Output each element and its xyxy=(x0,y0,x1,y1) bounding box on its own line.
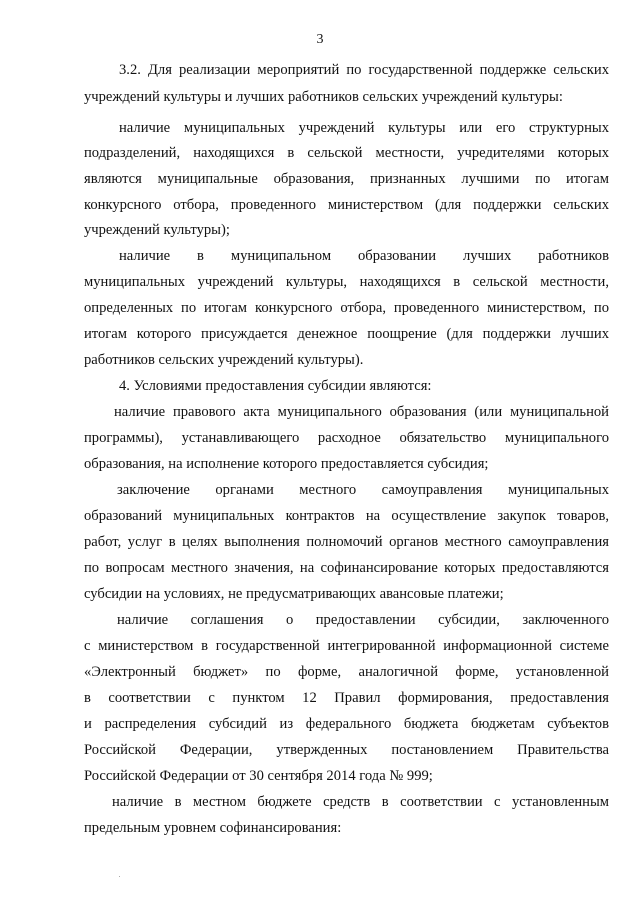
text-line: программы), устанавливающего расходное обязательство муниципального xyxy=(84,430,609,446)
text-line: определенных по итогам конкурсного отбора, проведенного министерством, по xyxy=(84,300,609,316)
page-number: 3 xyxy=(316,32,324,47)
text-line: работников сельских учреждений культуры). xyxy=(84,352,364,368)
text-line: образования, на исполнение которого предоставляется субсидия; xyxy=(84,456,489,472)
text-line: субсидии на условиях, не предусматривающих авансовые платежи; xyxy=(84,586,504,602)
text-line: итогам которого присуждается денежное поощрение (для поддержки лучших xyxy=(84,326,609,342)
text-line: с министерством в государственной интегрированной информационной системе xyxy=(84,638,609,654)
section-heading: 4. Условиями предоставления субсидии являются: xyxy=(119,378,432,394)
text-line: Российской Федерации от 30 сентября 2014 года № 999; xyxy=(84,768,433,784)
text-line: наличие в муниципальном образовании лучших работников xyxy=(119,248,609,264)
text-line: учреждений культуры и лучших работников сельских учреждений культуры: xyxy=(84,89,563,105)
text-line: заключение органами местного самоуправления муниципальных xyxy=(117,482,609,498)
text-line: подразделений, находящихся в сельской местности, учредителями которых xyxy=(84,145,609,161)
text-line: предельным уровнем софинансирования: xyxy=(84,820,342,836)
text-line: работ, услуг в целях выполнения полномочий органов местного самоуправления xyxy=(84,534,609,550)
text-line: по вопросам местного значения, на софинансирование которых предоставляются xyxy=(84,560,609,576)
text-line: Российской Федерации, утвержденных постановлением Правительства xyxy=(84,742,609,758)
text-line: наличие муниципальных учреждений культуры или его структурных xyxy=(119,120,609,136)
text-line: являются муниципальные образования, признанных лучшими по итогам xyxy=(84,171,609,187)
text-line: 3.2. Для реализации мероприятий по государственной поддержке сельских xyxy=(119,62,609,78)
text-line: конкурсного отбора, проведенного министерством (для поддержки сельских xyxy=(84,197,609,213)
scan-speck xyxy=(119,876,120,877)
text-line: муниципальных учреждений культуры, находящихся в сельской местности, xyxy=(84,274,609,290)
text-line: и распределения субсидий из федерального бюджета бюджетам субъектов xyxy=(84,716,609,732)
text-line: наличие соглашения о предоставлении субсидии, заключенного xyxy=(117,612,609,628)
text-line: наличие правового акта муниципального образования (или муниципальной xyxy=(114,404,609,420)
text-line: наличие в местном бюджете средств в соответствии с установленным xyxy=(112,794,609,810)
text-line: учреждений культуры); xyxy=(84,222,230,238)
text-line: образований муниципальных контрактов на осуществление закупок товаров, xyxy=(84,508,609,524)
text-line: «Электронный бюджет» по форме, аналогичной форме, установленной xyxy=(84,664,609,680)
text-line: в соответствии с пунктом 12 Правил формирования, предоставления xyxy=(84,690,609,706)
